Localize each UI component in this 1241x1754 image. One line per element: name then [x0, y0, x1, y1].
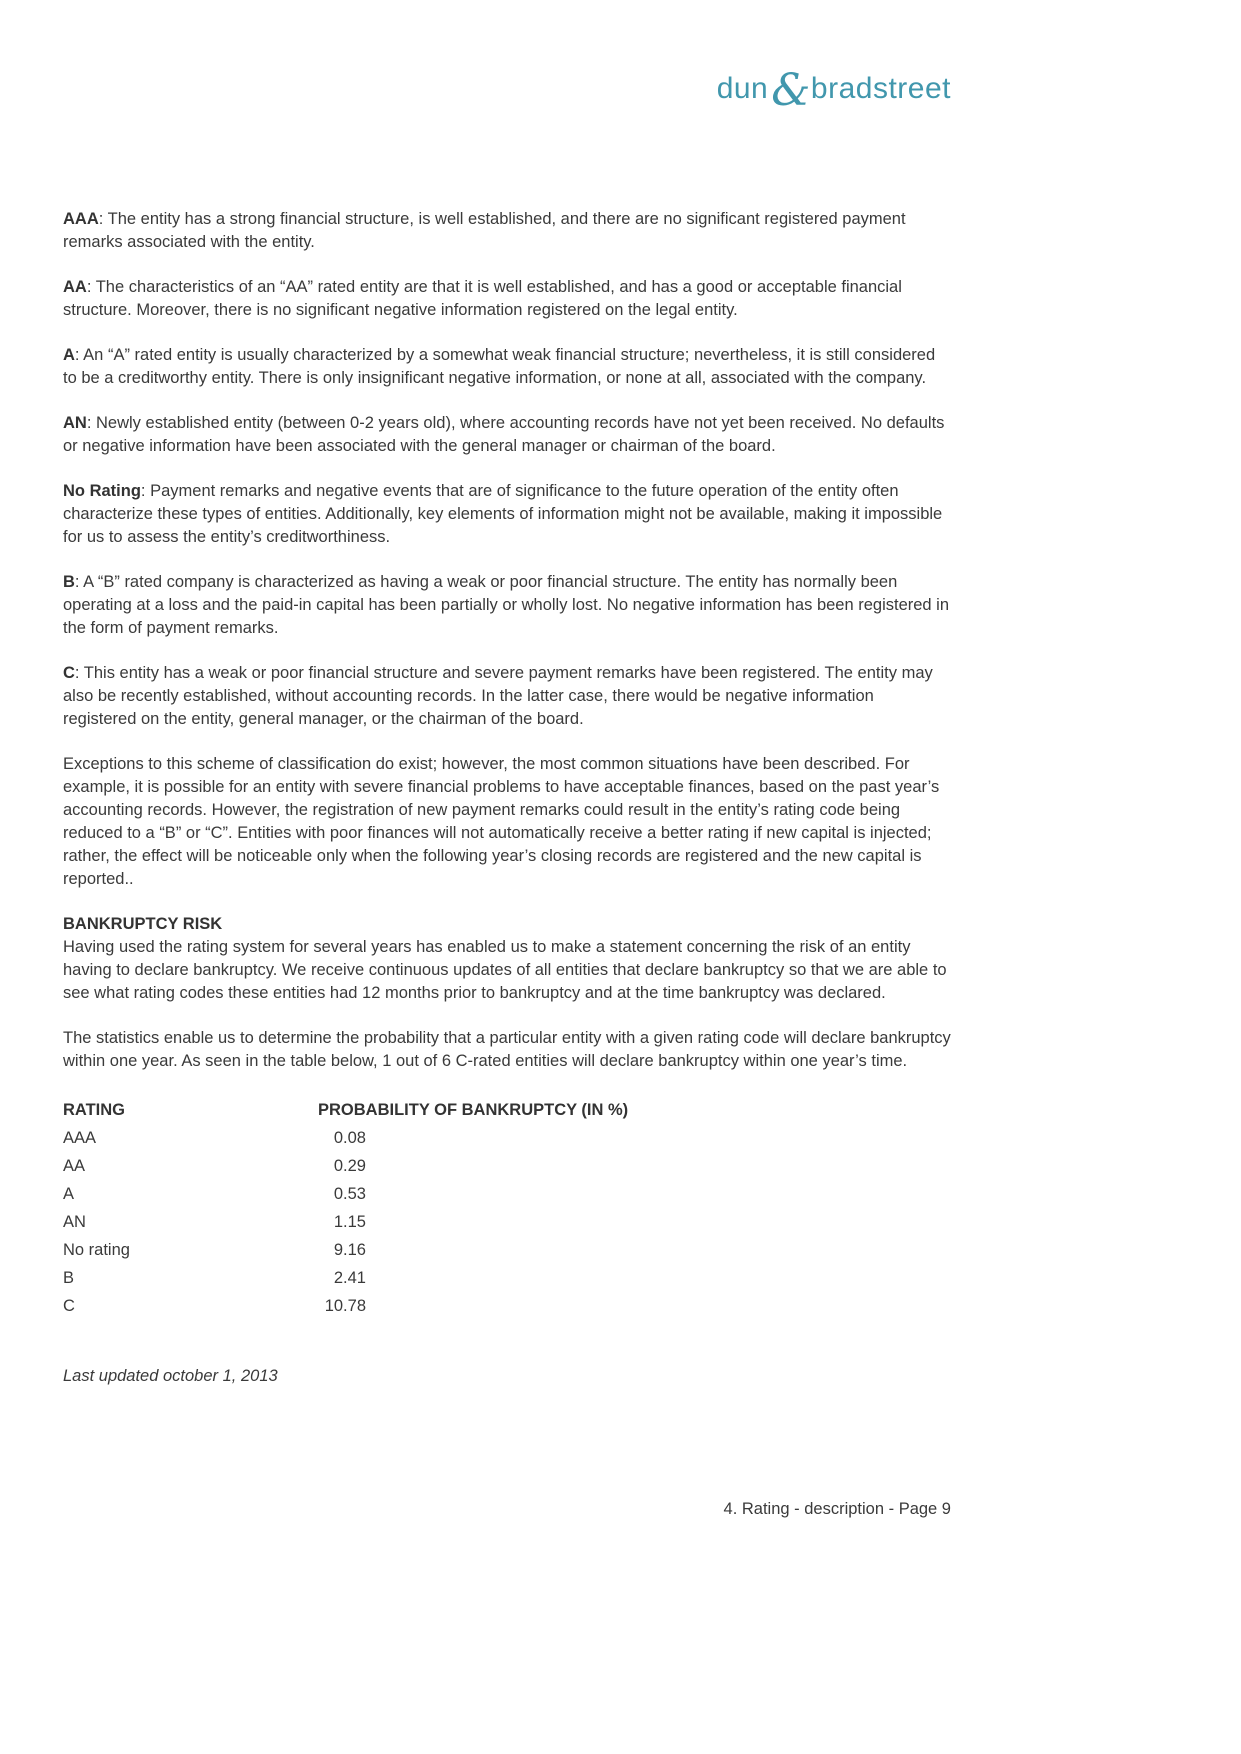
rating-definition-no-rating	[63, 480, 951, 549]
bankruptcy-paragraph-2: The statistics enable us to determine the probability that a particular entity with a given rating code will declare bankruptcy within one year. As seen in the table below, 1 out of 6 C-rated entities will declare bankruptcy within one year’s time.	[63, 1029, 951, 1070]
column-header-probability: PROBABILITY OF BANKRUPTCY (IN %)	[318, 1101, 629, 1119]
table-row	[63, 1239, 951, 1267]
rating-definition-aa	[63, 276, 951, 322]
rating-text-aa: : The characteristics of an “AA” rated entity are that it is well established, and has a good or acceptable financial structure. Moreover, there is no significant negative information registered on the legal entity.	[63, 278, 902, 319]
rating-cell: AA	[63, 1157, 86, 1175]
table-header-row	[63, 1099, 951, 1127]
document-page	[63, 0, 951, 1388]
rating-descriptions	[63, 208, 951, 1388]
rating-cell: A	[63, 1185, 75, 1203]
rating-cell: B	[63, 1269, 75, 1287]
rating-label-b: B	[63, 573, 75, 591]
table-row	[63, 1127, 951, 1155]
dun-bradstreet-logo	[63, 65, 951, 116]
rating-label-no-rating: No Rating	[63, 482, 141, 500]
table-row	[63, 1155, 951, 1183]
rating-label-aa: AA	[63, 278, 87, 296]
rating-cell: C	[63, 1297, 75, 1315]
rating-label-c: C	[63, 664, 75, 682]
rating-definition-c	[63, 662, 951, 731]
table-row	[63, 1183, 951, 1211]
column-header-rating: RATING	[63, 1101, 126, 1119]
rating-definition-an	[63, 412, 951, 458]
rating-label-aaa: AAA	[63, 210, 99, 228]
probability-cell: 9.16	[333, 1241, 366, 1259]
table-row	[63, 1267, 951, 1295]
rating-definition-aaa	[63, 208, 951, 254]
last-updated-note: Last updated october 1, 2013	[63, 1367, 278, 1385]
rating-cell: No rating	[63, 1241, 130, 1259]
bankruptcy-paragraph-1: Having used the rating system for several years has enabled us to make a statement concerning the risk of an entity having to declare bankruptcy. We receive continuous updates of all entities that declare bankruptcy so that we are able to see what rating codes these entities had 12 months prior to bankruptcy and at the time bankruptcy was declared.	[63, 938, 947, 1002]
bankruptcy-probability-table	[63, 1099, 951, 1323]
probability-cell: 10.78	[324, 1297, 366, 1315]
table-row	[63, 1211, 951, 1239]
rating-definition-a	[63, 344, 951, 390]
probability-cell: 1.15	[333, 1213, 366, 1231]
rating-label-an: AN	[63, 414, 87, 432]
rating-text-an: : Newly established entity (between 0-2 years old), where accounting records have not yet been received. No defaults or negative information have been associated with the general manager or chairman of the board.	[63, 414, 945, 455]
probability-cell: 0.08	[333, 1129, 366, 1147]
ampersand-glyph: &	[771, 65, 811, 116]
logo-word-dun: dun	[716, 72, 769, 105]
rating-text-c: : This entity has a weak or poor financial structure and severe payment remarks have been registered. The entity may also be recently established, without accounting records. In the latter case, there would be negative information registered on the entity, general manager, or the chairman of the board.	[63, 664, 933, 728]
rating-text-aaa: : The entity has a strong financial structure, is well established, and there are no significant registered payment remarks associated with the entity.	[63, 210, 906, 251]
rating-text-a: : An “A” rated entity is usually characterized by a somewhat weak financial structure; nevertheless, it is still considered to be a creditworthy entity. There is only insignificant negative information, or none at all, associated with the company.	[63, 346, 936, 387]
rating-text-b: : A “B” rated company is characterized as having a weak or poor financial structure. The entity has normally been operating at a loss and the paid-in capital has been partially or wholly lost. No negative information has been registered in the form of payment remarks.	[63, 573, 950, 637]
rating-text-no-rating: : Payment remarks and negative events that are of significance to the future operation of the entity often characterize these types of entities. Additionally, key elements of information might not be available, making it impossible for us to assess the entity’s creditworthiness.	[63, 482, 943, 546]
exceptions-paragraph: Exceptions to this scheme of classification do exist; however, the most common situations have been described. For example, it is possible for an entity with severe financial problems to have acceptable finances, based on the past year’s accounting records. However, the registration of new payment remarks could result in the entity’s rating code being reduced to a “B” or “C”. Entities with poor finances will not automatically receive a better rating if new capital is injected; rather, the effect will be noticeable only when the following year’s closing records are registered and the new capital is reported..	[63, 755, 940, 888]
rating-cell: AAA	[63, 1129, 97, 1147]
table-row	[63, 1295, 951, 1323]
logo-word-bradstreet: bradstreet	[810, 72, 951, 105]
page-footer: 4. Rating - description - Page 9	[723, 1500, 951, 1518]
probability-cell: 0.53	[333, 1185, 366, 1203]
bankruptcy-risk-heading: BANKRUPTCY RISK	[63, 915, 223, 933]
rating-label-a: A	[63, 346, 75, 364]
probability-cell: 2.41	[333, 1269, 366, 1287]
rating-cell: AN	[63, 1213, 86, 1231]
rating-definition-b	[63, 571, 951, 640]
probability-cell: 0.29	[333, 1157, 366, 1175]
